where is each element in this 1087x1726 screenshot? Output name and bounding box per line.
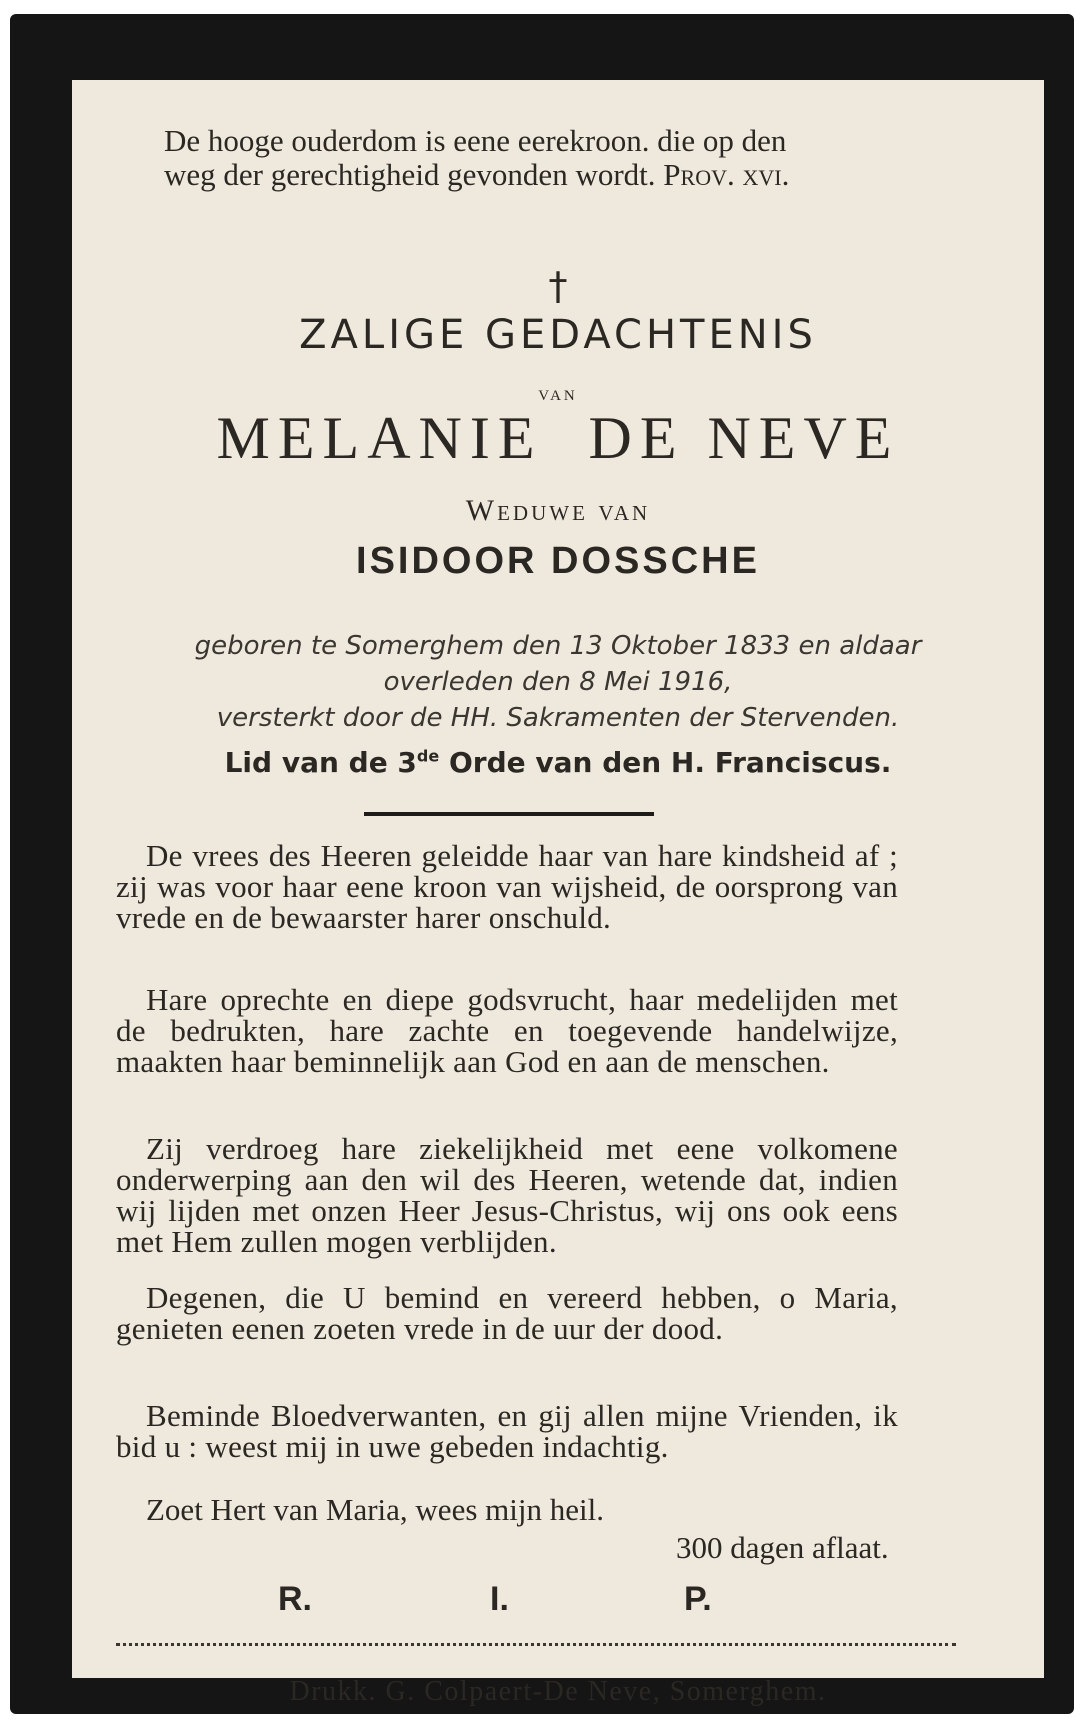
order-superscript: de: [416, 746, 440, 766]
paragraph-2: Hare oprechte en diepe godsvrucht, haar medelijden met de bedrukten, hare zachte en toegevende handelwijze, maakten haar beminnelijk aan God en aan de menschen.: [116, 982, 898, 1079]
order-text-before: Lid van de 3: [224, 746, 417, 779]
rip-i: I.: [490, 1580, 509, 1618]
birth-line-2: overleden den 8 Mei 1916,: [383, 667, 733, 697]
motto-line-2: [164, 158, 1004, 192]
birth-line-1: geboren te Somerghem den 13 Oktober 1833 en aldaar: [194, 631, 922, 661]
cross-icon: †: [548, 264, 568, 308]
rip-r: R.: [278, 1580, 312, 1618]
order-text-after: Orde van den H. Franciscus.: [439, 746, 892, 779]
husband-name: ISIDOOR DOSSCHE: [356, 540, 760, 582]
paragraph-3: Zij verdroeg hare ziekelijkheid met eene volkomene onderwerping aan den wil des Heeren, wetende dat, indien wij lijden met onzen Heer Jesus-Christus, wij ons ook eens met Hem zullen mogen verblijden.: [116, 1131, 898, 1259]
van-label: van: [538, 380, 578, 405]
paragraph-4: Degenen, die U bemind en vereerd hebben, o Maria, genieten eenen zoeten vrede in de uur der dood.: [116, 1280, 898, 1346]
memorial-card: [72, 80, 1044, 1707]
mourning-border: [10, 14, 1074, 1714]
motto-line-1: De hooge ouderdom is eene eerekroon. die op den: [164, 123, 787, 158]
printer-credit: Drukk. G. Colpaert-De Neve, Somerghem.: [289, 1676, 827, 1707]
memorial-heading: ZALIGE GEDACHTENIS: [299, 312, 817, 358]
order-membership: [72, 746, 1044, 779]
motto: [164, 124, 1004, 192]
indulgence-line: 300 dagen aflaat.: [676, 1530, 889, 1565]
motto-reference: Prov. xvi.: [663, 157, 790, 192]
divider-rule: [364, 812, 654, 816]
deceased-name: MELANIE DE NEVE: [216, 405, 900, 471]
birth-line-3: versterkt door de HH. Sakramenten der Stervenden.: [216, 703, 900, 733]
dotted-divider: [116, 1643, 956, 1646]
widow-of-label: Weduwe van: [465, 494, 651, 527]
motto-line-2-text: weg der gerechtigheid gevonden wordt.: [164, 157, 656, 192]
prayer-line: Zoet Hert van Maria, wees mijn heil.: [146, 1492, 604, 1527]
paragraph-5: Beminde Bloedverwanten, en gij allen mijne Vrienden, ik bid u : weest mij in uwe gebeden indachtig.: [116, 1398, 898, 1464]
rip-p: P.: [684, 1580, 712, 1618]
paragraph-1: De vrees des Heeren geleidde haar van hare kindsheid af ; zij was voor haar eene kroon van wijsheid, de oorsprong van vrede en de bewaarster harer onschuld.: [116, 838, 898, 935]
